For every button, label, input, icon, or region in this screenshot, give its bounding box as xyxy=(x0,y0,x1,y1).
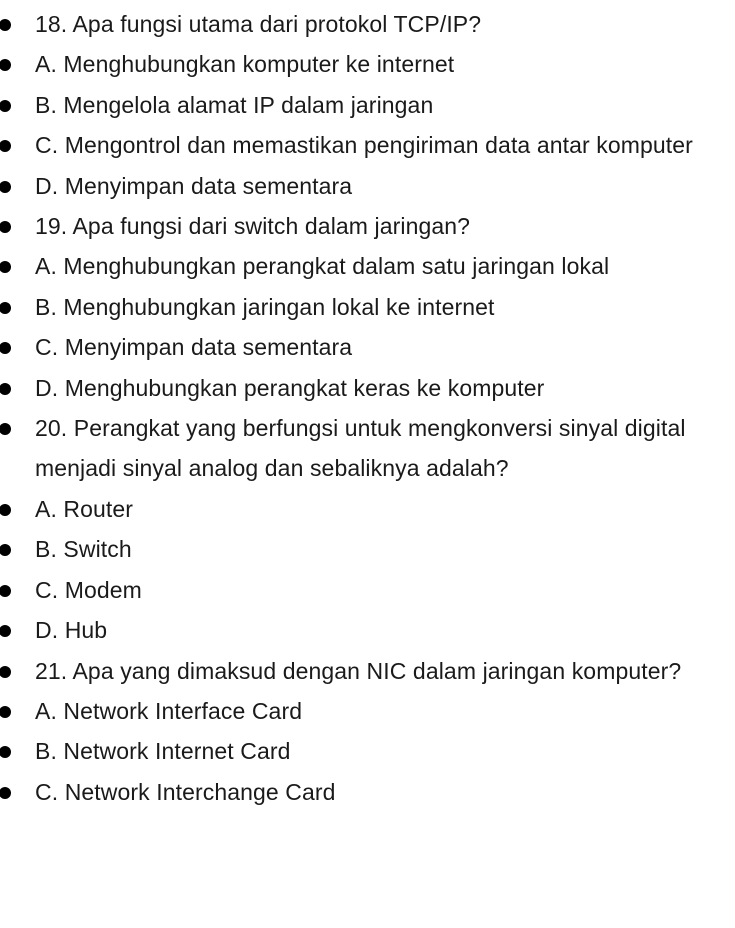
option-20-a xyxy=(0,489,735,529)
bullet-icon xyxy=(0,666,11,678)
question-text: 20. Perangkat yang berfungsi untuk mengkonversi sinyal digital menjadi sinyal analog dan sebaliknya adalah? xyxy=(35,415,686,482)
bullet-icon xyxy=(0,342,11,354)
option-21-c xyxy=(0,772,735,812)
option-20-c xyxy=(0,570,735,610)
question-18 xyxy=(0,4,735,44)
question-text: 18. Apa fungsi utama dari protokol TCP/IP? xyxy=(35,11,482,37)
option-text: D. Menyimpan data sementara xyxy=(35,172,353,199)
option-text: A. Router xyxy=(35,495,134,522)
question-20 xyxy=(0,408,735,489)
bullet-icon xyxy=(0,625,11,637)
option-text: A. Menghubungkan perangkat dalam satu jaringan lokal xyxy=(35,253,610,280)
question-19 xyxy=(0,206,735,246)
option-18-c xyxy=(0,125,735,165)
option-19-c xyxy=(0,327,735,367)
option-18-d xyxy=(0,166,735,206)
option-text: D. Hub xyxy=(35,617,108,644)
option-text: C. Mengontrol dan memastikan pengiriman data antar komputer xyxy=(35,132,693,159)
option-text: D. Menghubungkan perangkat keras ke komputer xyxy=(35,374,545,401)
option-18-b xyxy=(0,85,735,125)
question-text: 21. Apa yang dimaksud dengan NIC dalam jaringan komputer? xyxy=(35,657,682,684)
question-21 xyxy=(0,651,735,691)
option-19-b xyxy=(0,287,735,327)
bullet-icon xyxy=(0,59,11,71)
option-text: C. Modem xyxy=(35,576,142,603)
option-20-d xyxy=(0,610,735,650)
bullet-icon xyxy=(0,302,11,314)
bullet-icon xyxy=(0,787,11,799)
option-text: A. Menghubungkan komputer ke internet xyxy=(35,51,455,78)
option-text: C. Network Interchange Card xyxy=(35,778,336,805)
bullet-icon xyxy=(0,585,11,597)
option-text: B. Menghubungkan jaringan lokal ke internet xyxy=(35,293,495,320)
bullet-icon xyxy=(0,261,11,273)
bullet-icon xyxy=(0,181,11,193)
option-text: A. Network Interface Card xyxy=(35,697,303,724)
option-text: B. Switch xyxy=(35,536,132,563)
bullet-icon xyxy=(0,100,11,112)
bullet-icon xyxy=(0,746,11,758)
bullet-icon xyxy=(0,544,11,556)
option-21-a xyxy=(0,691,735,731)
option-18-a xyxy=(0,44,735,84)
option-19-a xyxy=(0,246,735,286)
bullet-icon xyxy=(0,19,11,31)
option-text: C. Menyimpan data sementara xyxy=(35,334,353,361)
option-text: B. Mengelola alamat IP dalam jaringan xyxy=(35,91,434,118)
question-text: 19. Apa fungsi dari switch dalam jaringan? xyxy=(35,213,471,240)
option-21-b xyxy=(0,731,735,771)
bullet-icon xyxy=(0,383,11,395)
bullet-icon xyxy=(0,140,11,152)
option-text: B. Network Internet Card xyxy=(35,738,291,765)
bullet-icon xyxy=(0,221,11,233)
bullet-icon xyxy=(0,504,11,516)
option-19-d xyxy=(0,368,735,408)
option-20-b xyxy=(0,529,735,569)
bullet-icon xyxy=(0,423,11,435)
bullet-icon xyxy=(0,706,11,718)
